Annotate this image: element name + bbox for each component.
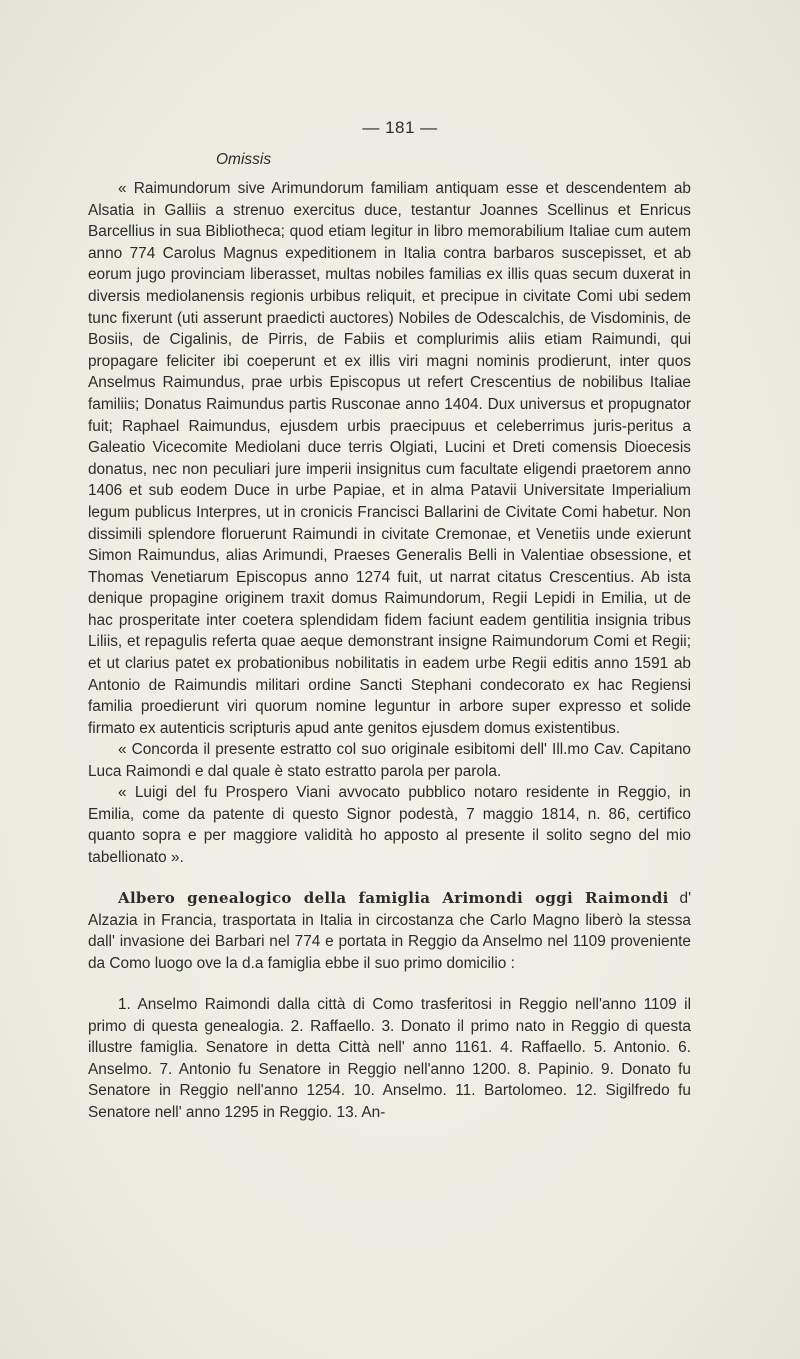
latin-quote-block (88, 178, 691, 739)
certification-paragraph-2: « Luigi del fu Prospero Viani avvocato pubblico notaro residente in Reggio, in Emilia, come da patente di questo Signor podestà, 7 maggio 1814, n. 86, certifico quanto sopra e per maggiore validità ho apposto al presente il solito segno del mio tabellionato ». (88, 784, 691, 866)
certification-block (88, 739, 691, 782)
genealogy-heading-continuation: d' Alzazia in Francia, trasportata in Italia in circostanza che Carlo Magno liberò la stessa dall' invasione dei Barbari nel 774 e portata in Reggio da Anselmo nel 1109 proveniente da Como luogo ove la d.a famiglia ebbe il suo primo domicilio : (88, 890, 692, 972)
page-number: — 181 — (362, 118, 438, 137)
latin-quote-paragraph: « Raimundorum sive Arimundorum familiam antiquam esse et descendentem ab Alsatia in Galliis a strenuo exercitus duce, testantur Joannes Scellinus et Enricus Barcellius in sua Bibliotheca; quod etiam legitur in libro memorabilium Italiae cum autem anno 774 Carolus Magnus expeditionem in Italia contra barbaros suscepisset, et ab eorum jugo provinciam liberasset, multas nobiles familias ex illis quas secum duxerat in diversis mediolanensis regionis urbibus reliquit, et precipue in civitate Comi ubi sedem tunc fixerunt (uti asserunt praedicti auctores) Nobiles de Odescalchis, de Visdominis, de Bosiis, de Cigalinis, de Pirris, de Fabiis et complurimis aliis etiam Raimundi, qui propagare feliciter ibi coeperunt et ex illis viri magni nominis prodierunt, inter quos Anselmus Raimundus, prae urbis Episcopus ut refert Crescentius de nobilibus Italiae familiis; Donatus Raimundus partis Rusconae anno 1404. Dux universus et propugnator fuit; Raphael Raimundus, ejusdem urbis praecipuus et celeberrimus juris-peritus a Galeatio Vicecomite Mediolani duce terris Olgiati, Lucini et Dreti comensis Dioecesis donatus, nec non peculiari jure imperii insignitus cum facultate eligendi praetorem anno 1406 et sub eodem Duce in urbe Papiae, et in alma Patavii Universitate Imperialium legum publicus Interpres, ut in cronicis Francisci Ballarini de Civitate Comi habetur. Non dissimili splendore floruerunt Raimundi in civitate Cremonae, et Venetiis unde exierunt Simon Raimundus, alias Arimundi, Praeses Generalis Belli in Valentiae obsessione, et Thomas Venetiarum Episcopus anno 1274 fuit, ut narrat citatus Crescentius. Ab ista denique propagine originem traxit domus Raimundorum, Regii Lepidi in Emilia, ut de hac prosperitate inter coetera splendidam fidem faciunt eadem gentilitia insignia tribus Liliis, et repagulis referta quae aeque demonstrant insigne Raimundorum Comi et Regii; et ut clarius patet ex probationibus nobilitatis in eadem urbe Regii editis anno 1591 ab Antonio de Raimundis militari ordine Sancti Stephani condecorato ex hac Regiensi familia proedierunt viri quorum nomine leguntur in arbore super expresso et solide firmato ex autenticis scripturis apud ante genitos ejusdem domus existentibus. (88, 180, 691, 737)
genealogy-heading: Albero genealogico della famiglia Arimondi oggi Raimondi (118, 889, 669, 907)
genealogy-list: 1. Anselmo Raimondi dalla città di Como trasferitosi in Reggio nell'anno 1109 il primo di questa genealogia. 2. Raffaello. 3. Donato il primo nato in Reggio di questa illustre famiglia. Senatore in detta Città nell' anno 1161. 4. Raffaello. 5. Antonio. 6. Anselmo. 7. Antonio fu Senatore in Reggio nell'anno 1200. 8. Papinio. 9. Donato fu Senatore in Reggio nell'anno 1254. 10. Anselmo. 11. Bartolomeo. 12. Sigilfredo fu Senatore nell' anno 1295 in Reggio. 13. An- (88, 996, 691, 1121)
certification-paragraph-1: « Concorda il presente estratto col suo originale esibitomi dell' Ill.mo Cav. Capitano Luca Raimondi e dal quale è stato estratto parola per parola. (88, 741, 691, 780)
genealogy-intro (88, 888, 691, 974)
section-label: Omissis (216, 151, 272, 168)
genealogy-heading-block (88, 782, 691, 868)
genealogy-list-block (88, 994, 691, 1124)
genealogy-intro-block (88, 888, 691, 974)
